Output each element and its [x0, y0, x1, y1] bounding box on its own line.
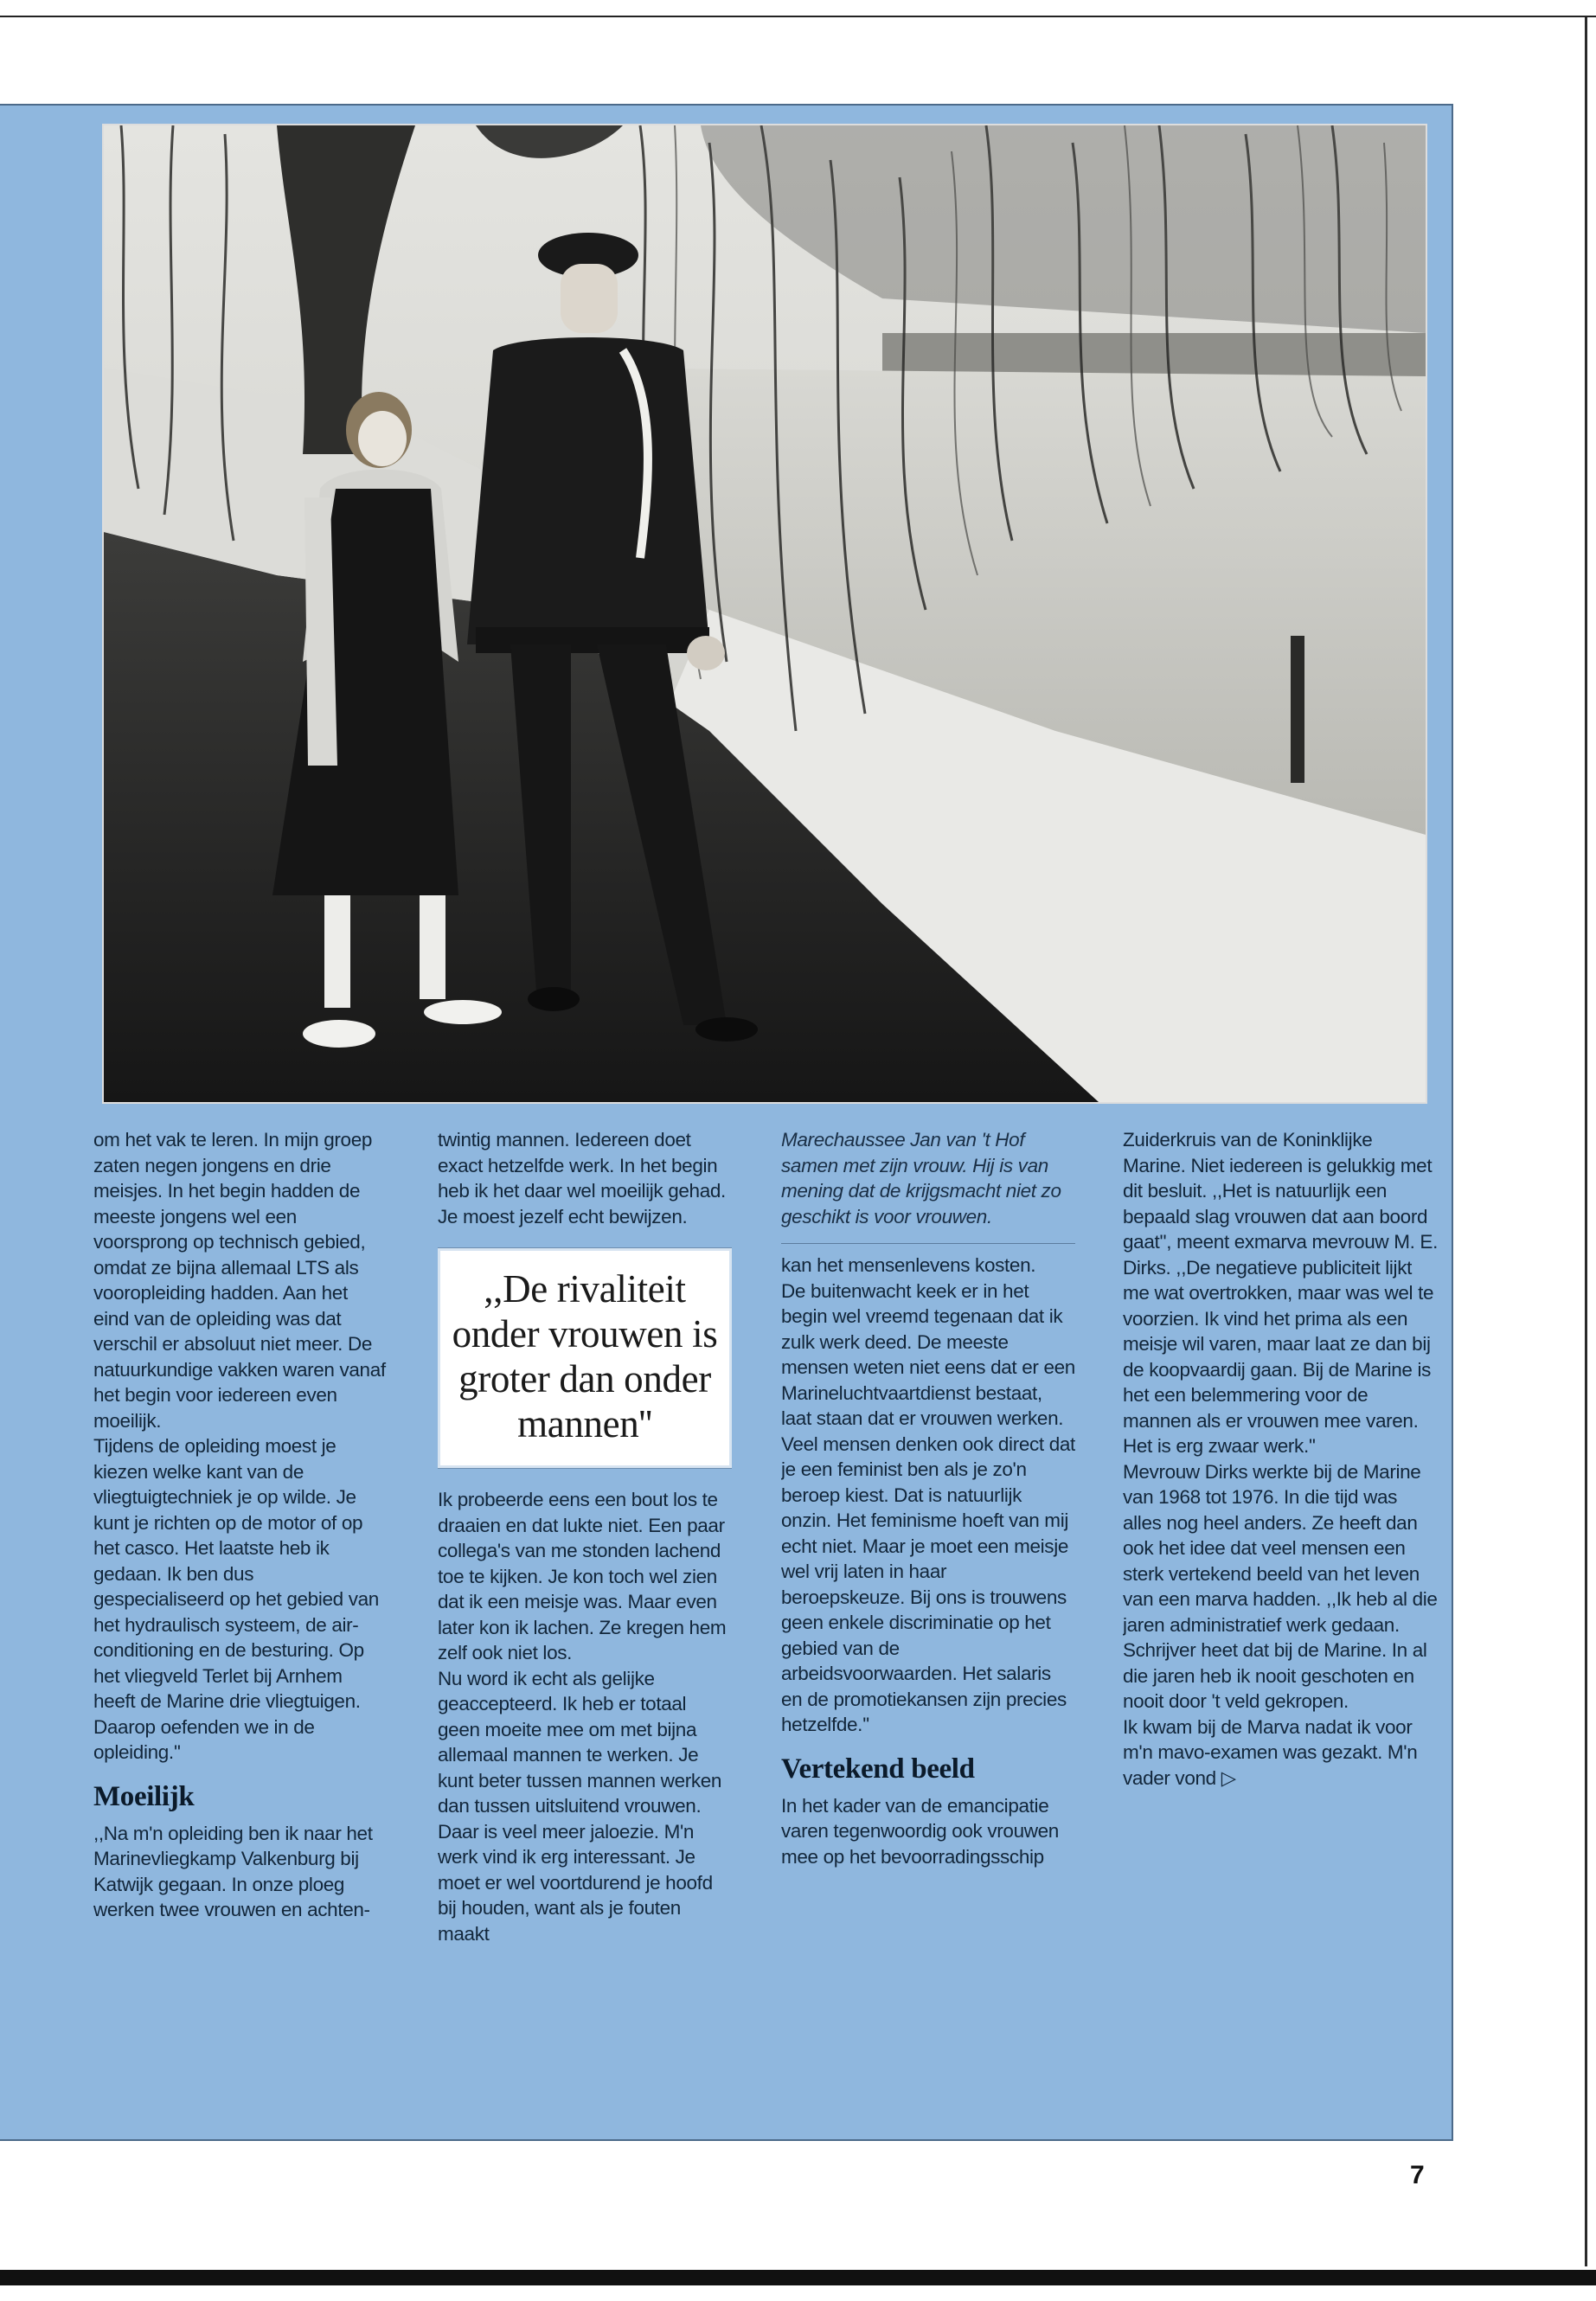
- article-column-1: [93, 1127, 388, 2113]
- article-photo: [102, 124, 1427, 1104]
- caption-divider: [781, 1243, 1075, 1244]
- photo-illustration: [104, 125, 1426, 1102]
- page-edge-rule: [1585, 17, 1587, 2266]
- body-paragraph: om het vak te leren. In mijn groep zaten negen jongens en drie meisjes. In het begin hadden de meeste jongens wel een voorsprong op technisch gebied, omdat ze bijna allemaal LTS als vooropleiding hadden. Aan het eind van de opleiding was dat verschil er absoluut niet meer. De natuurkundige vakken waren vanaf het begin voor iedereen even moeilijk.: [93, 1129, 386, 1432]
- body-paragraph: Nu word ik echt als gelijke geaccepteerd. Ik heb er totaal geen moeite mee om met bijna allemaal mannen te werken. Je kunt beter tussen mannen werken dan tussen uitsluitend vrouwen. Daar is veel meer jaloezie. M'n werk vind ik erg interessant. Je moet er wel voortdurend je hoofd bij houden, want als je fouten maakt: [438, 1667, 722, 1945]
- body-paragraph: Ik kwam bij de Marva nadat ik voor m'n mavo-examen was gezakt. M'n vader vond ▷: [1123, 1715, 1418, 1789]
- page-number: 7: [1410, 2161, 1425, 2189]
- section-heading: Vertekend beeld: [781, 1753, 975, 1785]
- body-paragraph: Zuiderkruis van de Koninklijke Marine. Niet iedereen is gelukkig met dit besluit. ,,Het is natuurlijk een bepaald slag vrouwen dat aan boord gaat'', meent exmarva mevrouw M. E. Dirks. ,,De negatieve publiciteit lijkt me wat overtrokken, maar was wel te voorzien. Ik vind het prima als een meisje wil varen, maar laat ze dan bij de koopvaardij gaan. Bij de Marine is het een belemmering voor de mannen als er vrouwen mee varen. Het is erg zwaar werk.'': [1123, 1129, 1438, 1457]
- body-paragraph: twintig mannen. Iedereen doet exact hetzelfde werk. In het begin heb ik het daar wel moeilijk gehad. Je moest jezelf echt bewijzen.: [438, 1129, 726, 1227]
- article-column-4: [1123, 1127, 1439, 2113]
- photo-caption: Marechaussee Jan van 't Hof samen met zijn vrouw. Hij is van mening dat de krijgsmacht niet zo geschikt is voor vrouwen.: [781, 1129, 1061, 1227]
- bottom-bar: [0, 2270, 1596, 2285]
- body-paragraph: kan het mensenlevens kosten.: [781, 1254, 1036, 1276]
- body-paragraph: Tijdens de opleiding moest je kiezen welke kant van de vliegtuigtechniek je op wilde. Je kunt je richten op de motor of op het casco. Het laatste heb ik gedaan. Ik ben dus gespecialiseerd op het gebied van het hydraulisch systeem, de air-conditioning en de besturing. Op het vliegveld Terlet bij Arnhem heeft de Marine drie vliegtuigen. Daarop oefenden we in de opleiding.'': [93, 1435, 379, 1763]
- body-paragraph: Ik probeerde eens een bout los te draaien en dat lukte niet. Een paar collega's van me stonden lachend toe te kijken. Je kon toch wel zien dat ik een meisje was. Maar even later kon ik lachen. Ze kregen hem zelf ook niet los.: [438, 1489, 727, 1663]
- pull-quote: ,,De rivaliteit onder vrouwen is groter dan onder mannen'': [438, 1248, 732, 1468]
- body-paragraph: ,,Na m'n opleiding ben ik naar het Marinevliegkamp Valkenburg bij Katwijk gegaan. In onze ploeg werken twee vrouwen en achten-: [93, 1822, 373, 1920]
- article-column-2: [438, 1127, 732, 2113]
- body-paragraph: Mevrouw Dirks werkte bij de Marine van 1968 tot 1976. In die tijd was alles nog heel anders. Ze heeft dan ook het idee dat veel mensen een sterk vertekend beeld van het leven van een marva hadden. ,,Ik heb al die jaren administratief werk gedaan. Schrijver heet dat bij de Marine. In al die jaren heb ik nooit geschoten en nooit door 't veld gekropen.: [1123, 1460, 1438, 1712]
- top-rule: [0, 16, 1596, 17]
- body-paragraph: In het kader van de emancipatie varen tegenwoordig ook vrouwen mee op het bevoorradingsschip: [781, 1794, 1059, 1868]
- body-paragraph: De buitenwacht keek er in het begin wel vreemd tegenaan dat ik zulk werk deed. De meeste mensen weten niet eens dat er een Marineluchtvaartdienst bestaat, laat staan dat er vrouwen werken. Veel mensen denken ook direct dat je een feminist ben als je zo'n beroep kiest. Dat is natuurlijk onzin. Het feminisme hoeft van mij echt niet. Maar je moet een meisje wel vrij laten in haar beroepskeuze. Bij ons is trouwens geen enkele discriminatie op het gebied van de arbeidsvoorwaarden. Het salaris en de promotiekansen zijn precies hetzelfde.'': [781, 1279, 1075, 1735]
- article-column-3: [781, 1127, 1075, 2113]
- section-heading: Moeilijk: [93, 1780, 195, 1812]
